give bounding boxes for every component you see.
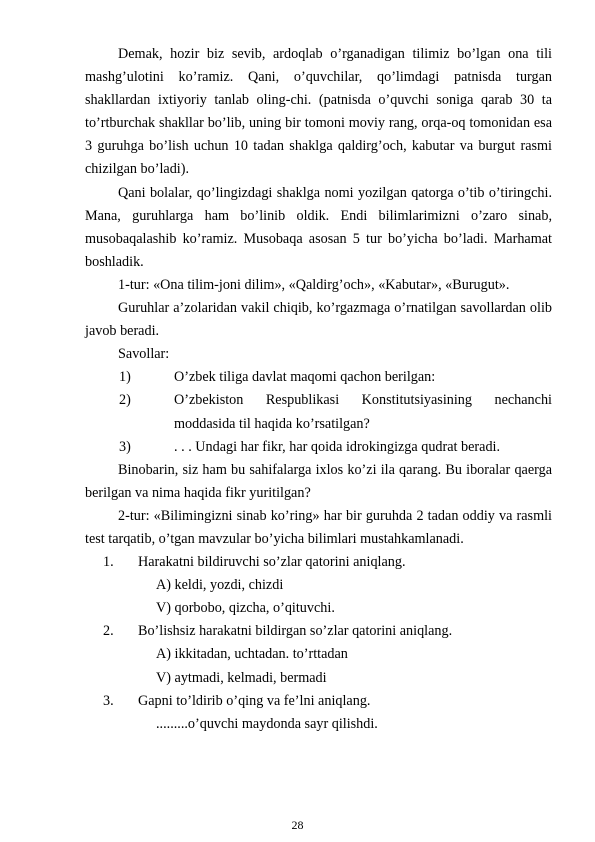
question-number: 3)	[119, 438, 131, 455]
test-number: 3.	[103, 692, 114, 709]
test-option: V) aytmadi, kelmadi, bermadi	[156, 669, 327, 686]
test-number: 1.	[103, 554, 114, 571]
paragraph-round-2: 2-tur: «Bilimingizni sinab ko’ring» har bir guruhda 2 tadan oddiy va rasmli test tarqatib, o’tgan mavzular bo’yicha bilimlari mustahkamlanadi.	[85, 507, 552, 547]
question-text: . . . Undagi har fikr, har qoida idrokingizga qudrat beradi.	[174, 438, 501, 455]
question-text: O’zbek tiliga davlat maqomi qachon berilgan:	[174, 369, 436, 386]
test-option: .........o’quvchi maydonda sayr qilishdi.	[156, 715, 378, 732]
question-text: O’zbekiston Respublikasi Konstitutsiyasining nechanchi moddasida til haqida ko’rsatilgan?	[174, 392, 552, 432]
test-number: 2.	[103, 623, 114, 640]
test-item	[85, 620, 552, 643]
test-option: A) keldi, yozdi, chizdi	[156, 577, 284, 594]
test-option: V) qorbobo, qizcha, o’qituvchi.	[156, 600, 335, 617]
paragraph-group-members: Guruhlar a’zolaridan vakil chiqib, ko’rgazmaga o’rnatilgan savollardan olib javob beradi.	[85, 300, 552, 340]
test-question: Gapni to’ldirib o’qing va fe’lni aniqlang.	[138, 692, 371, 709]
question-number: 1)	[119, 369, 131, 386]
paragraph-binobarin: Binobarin, siz ham bu sahifalarga ixlos ko’zi ila qarang. Bu iboralar qaerga berilgan va nima haqida fikr yuritilgan?	[85, 461, 552, 501]
question-item	[85, 366, 552, 389]
test-option: A) ikkitadan, uchtadan. to’rttadan	[156, 646, 348, 663]
document-page	[85, 43, 552, 736]
paragraph-questions-heading: Savollar:	[118, 346, 170, 363]
question-item	[85, 389, 552, 435]
question-number: 2)	[119, 392, 131, 409]
page-number: 28	[291, 818, 304, 832]
paragraph-groups: Qani bolalar, qo’lingizdagi shaklga nomi yozilgan qatorga o’tib o’tiringchi. Mana, guruhlarga ham bo’linib oldik. Endi bilimlarimizni o’zaro sinab, musobaqalashib ko’ramiz. Musobaqa asosan 5 tur bo’yicha bo’ladi. Marhamat boshladik.	[85, 184, 552, 270]
paragraph-round-1: 1-tur: «Ona tilim-joni dilim», «Qaldirg’och», «Kabutar», «Burugut».	[118, 276, 510, 293]
test-item	[85, 690, 552, 713]
test-item	[85, 551, 552, 574]
paragraph-intro: Demak, hozir biz sevib, ardoqlab o’rganadigan tilimiz bo’lgan ona tili mashg’ulotini ko’ramiz. Qani, o’quvchilar, qo’limdagi patnisda turgan shakllardan ixtiyoriy tanlab oling-chi. (patnisda o’quvchi soniga qarab 30 ta to’rtburchak shakllar bo’lib, uning bir tomoni moviy rang, orqa-oq tomonidan esa 3 guruhga bo’lish uchun 10 tadan shaklga qaldirg’och, kabutar va burgut rasmi chizilgan bo’ladi).	[85, 46, 552, 178]
test-question: Harakatni bildiruvchi so’zlar qatorini aniqlang.	[138, 554, 406, 571]
question-item	[85, 436, 552, 459]
test-question: Bo’lishsiz harakatni bildirgan so’zlar qatorini aniqlang.	[138, 623, 453, 640]
